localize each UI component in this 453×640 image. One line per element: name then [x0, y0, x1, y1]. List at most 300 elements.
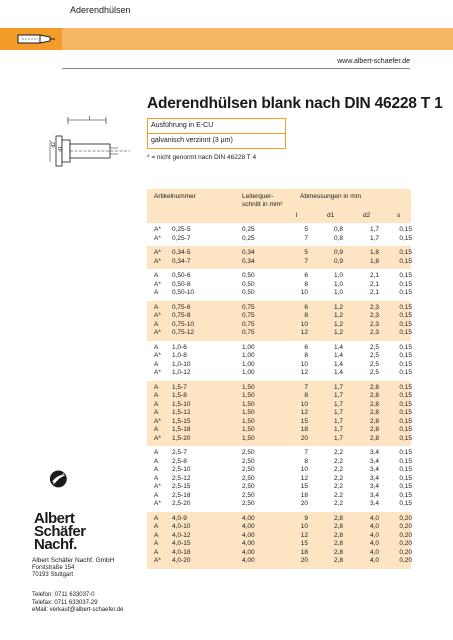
table-cell: A* — [154, 249, 161, 256]
divider — [62, 68, 410, 69]
logo-line: Albert — [34, 510, 75, 527]
table-cell: A* — [154, 280, 161, 288]
table-cell: 2,50 — [242, 491, 255, 499]
table-cell: 12 — [300, 474, 308, 482]
table-cell: 2,50 — [242, 474, 255, 482]
company-fax: Telefax: 0711 633037-29 — [32, 599, 98, 606]
table-cell: 2,8 — [369, 383, 379, 391]
col-header-d1: d1 — [327, 212, 335, 219]
table-cell: 1,0 — [333, 272, 343, 279]
table-cell: 0,15 — [399, 400, 412, 408]
table-cell: 2,2 — [333, 457, 343, 465]
table-cell: A — [154, 383, 159, 391]
header-tab — [62, 28, 453, 50]
table-cell: 2,1 — [369, 272, 379, 279]
table-cell: 15 — [300, 483, 308, 490]
table-cell: 2,50 — [242, 457, 255, 465]
table-cell: 2,8 — [369, 417, 379, 425]
table-cell: 1,4 — [333, 369, 343, 376]
table-row — [147, 532, 411, 541]
table-cell: 4,00 — [242, 557, 255, 564]
table-cell: 0,8 — [333, 234, 343, 242]
table-row — [147, 409, 411, 418]
table-row — [147, 523, 411, 532]
table-cell: 10 — [300, 400, 308, 408]
table-cell: 1,00 — [242, 352, 255, 359]
table-cell: 1,00 — [242, 369, 255, 376]
table-cell: 18 — [300, 548, 308, 556]
table-row — [147, 435, 411, 444]
table-cell: 4,0-18 — [172, 548, 191, 556]
table-row — [147, 289, 411, 298]
table-row — [147, 515, 411, 524]
col-header-abmessungen: Abmessungen in mm — [300, 193, 362, 200]
table-cell: 4,0 — [369, 523, 379, 530]
table-cell: 0,8 — [333, 226, 343, 233]
table-cell: 0,75-10 — [172, 320, 195, 328]
table-cell: 0,15 — [399, 409, 412, 416]
website-link[interactable]: www.albert-schaefer.de — [337, 58, 410, 65]
table-cell: 0,50 — [242, 272, 255, 279]
table-cell: 2,8 — [333, 531, 343, 539]
col-header-leiter-2: schnitt in mm² — [242, 201, 283, 208]
table-cell: 4,0-20 — [172, 557, 191, 564]
table-row — [147, 492, 411, 501]
table-cell: 2,5 — [369, 369, 379, 376]
table-cell: 2,2 — [333, 449, 343, 456]
table-cell: 3,4 — [369, 491, 379, 499]
table-row — [147, 258, 411, 267]
table-cell: 0,75 — [242, 303, 255, 311]
table-cell: 20 — [300, 434, 308, 442]
table-cell: 12 — [300, 369, 308, 376]
table-cell: 12 — [300, 409, 308, 416]
table-cell: 0,15 — [399, 329, 412, 336]
table-cell: 7 — [304, 234, 308, 242]
table-cell: 1,0-8 — [172, 352, 187, 359]
table-cell: 6 — [304, 343, 308, 351]
table-cell: 0,25-7 — [172, 234, 191, 242]
table-cell: 1,7 — [333, 409, 343, 416]
table-cell: 2,50 — [242, 500, 255, 507]
table-cell: 1,50 — [242, 426, 255, 433]
table-cell: 1,7 — [333, 383, 343, 391]
table-row-group — [147, 512, 411, 569]
table-cell: 1,4 — [333, 360, 343, 368]
table-cell: 12 — [300, 531, 308, 539]
table-cell: 2,5-18 — [172, 491, 191, 499]
company-logo-icon — [45, 470, 85, 510]
table-cell: 0,15 — [399, 272, 412, 279]
col-header-leiter: Leiterquer- — [242, 193, 274, 200]
table-cell: 4,0 — [369, 514, 379, 522]
table-cell: 2,5-12 — [172, 474, 191, 482]
table-cell: 0,15 — [399, 303, 412, 311]
table-cell: 3,4 — [369, 483, 379, 490]
company-name: Albert Schäfer Nachf. GmbH — [32, 557, 115, 564]
table-cell: A — [154, 457, 159, 465]
table-cell: 0,50 — [242, 289, 255, 296]
table-cell: 4,0-15 — [172, 540, 191, 547]
page-title: Aderendhülsen blank nach DIN 46228 T 1 — [147, 95, 443, 112]
table-cell: 4,0-12 — [172, 531, 191, 539]
table-cell: 0,15 — [399, 392, 412, 399]
table-cell: A — [154, 491, 159, 499]
table-cell: 1,0 — [333, 280, 343, 288]
table-cell: 4,0-10 — [172, 523, 191, 530]
table-cell: A — [154, 320, 159, 328]
header-title: Aderendhülsen — [70, 5, 131, 15]
table-cell: 2,8 — [333, 523, 343, 530]
table-cell: 1,4 — [333, 343, 343, 351]
cable-ferrule-icon — [16, 31, 56, 47]
table-cell: 0,50 — [242, 280, 255, 288]
table-cell: 3,4 — [369, 474, 379, 482]
company-logo-text — [34, 512, 86, 551]
table-cell: 0,20 — [399, 531, 412, 539]
table-cell: 0,25 — [242, 226, 255, 233]
table-cell: 2,8 — [369, 426, 379, 433]
company-contact — [32, 592, 123, 615]
table-cell: 2,8 — [333, 557, 343, 564]
table-cell: A* — [154, 500, 161, 507]
table-cell: A* — [154, 369, 161, 376]
table-row — [147, 361, 411, 370]
table-cell: 0,34-7 — [172, 257, 191, 265]
table-cell: 1,50 — [242, 417, 255, 425]
logo-line: Nachf. — [34, 536, 77, 553]
table-row-group — [147, 381, 411, 447]
table-row-group — [147, 341, 411, 381]
table-cell: 0,15 — [399, 369, 412, 376]
logo-line: Schäfer — [34, 523, 86, 540]
table-cell: A* — [154, 417, 161, 425]
table-row-group — [147, 446, 411, 512]
table-cell: A — [154, 343, 159, 351]
table-cell: 2,2 — [333, 500, 343, 507]
table-row-group — [147, 269, 411, 301]
col-header-d2: d2 — [363, 212, 371, 219]
table-cell: 3,4 — [369, 466, 379, 473]
table-cell: 0,9 — [333, 249, 343, 256]
table-row — [147, 369, 411, 378]
table-cell: 2,8 — [333, 540, 343, 547]
table-cell: 4,0 — [369, 548, 379, 556]
col-header-artikel: Artikelnummer — [154, 193, 196, 200]
table-cell: A — [154, 360, 159, 368]
table-row — [147, 304, 411, 313]
table-row — [147, 329, 411, 338]
table-cell: 2,8 — [369, 434, 379, 442]
table-cell: 4,00 — [242, 523, 255, 530]
table-cell: 1,7 — [369, 226, 379, 233]
table-row — [147, 418, 411, 427]
table-cell: 0,75-12 — [172, 329, 195, 336]
table-cell: 0,20 — [399, 540, 412, 547]
table-cell: A — [154, 514, 159, 522]
table-cell: 2,50 — [242, 466, 255, 473]
table-row — [147, 426, 411, 435]
table-cell: 0,20 — [399, 514, 412, 522]
table-cell: 6 — [304, 303, 308, 311]
table-row — [147, 557, 411, 566]
table-cell: 0,15 — [399, 483, 412, 490]
table-cell: A — [154, 426, 159, 433]
table-cell: 0,15 — [399, 466, 412, 473]
table-cell: 10 — [300, 523, 308, 530]
table-cell: 0,25-5 — [172, 226, 191, 233]
table-cell: 8 — [304, 280, 308, 288]
table-cell: 1,5-12 — [172, 409, 191, 416]
table-cell: 0,15 — [399, 343, 412, 351]
footnote: * = nicht genormt nach DIN 46228 T 4 — [147, 154, 257, 161]
table-cell: 0,15 — [399, 426, 412, 433]
table-cell: 0,34-5 — [172, 249, 191, 256]
table-cell: 10 — [300, 320, 308, 328]
table-cell: 1,50 — [242, 434, 255, 442]
table-cell: 2,8 — [369, 400, 379, 408]
table-cell: 1,2 — [333, 320, 343, 328]
table-cell: 0,15 — [399, 434, 412, 442]
table-cell: A — [154, 548, 159, 556]
table-row — [147, 540, 411, 549]
table-row — [147, 401, 411, 410]
table-row — [147, 352, 411, 361]
product-table — [147, 189, 411, 569]
table-cell: 0,15 — [399, 289, 412, 296]
table-row — [147, 458, 411, 467]
table-cell: 0,75-6 — [172, 303, 191, 311]
table-cell: 10 — [300, 289, 308, 296]
table-cell: 4,0 — [369, 531, 379, 539]
table-cell: A* — [154, 234, 161, 242]
table-cell: 0,15 — [399, 491, 412, 499]
table-cell: 2,5-15 — [172, 483, 191, 490]
table-cell: 18 — [300, 491, 308, 499]
table-cell: 5 — [304, 226, 308, 233]
table-cell: 0,15 — [399, 417, 412, 425]
table-cell: A — [154, 409, 159, 416]
table-cell: 20 — [300, 500, 308, 507]
table-cell: A* — [154, 257, 161, 265]
table-cell: 1,7 — [333, 392, 343, 399]
table-cell: 1,7 — [333, 434, 343, 442]
table-cell: A* — [154, 483, 161, 490]
table-cell: 12 — [300, 329, 308, 336]
diagram-label-d2: d2 — [51, 142, 57, 148]
table-row — [147, 321, 411, 330]
table-cell: 2,3 — [369, 303, 379, 311]
table-cell: 1,0-10 — [172, 360, 191, 368]
table-cell: 5 — [304, 249, 308, 256]
company-phone: Telefon: 0711 633037-0 — [32, 592, 95, 598]
table-cell: 0,15 — [399, 352, 412, 359]
table-cell: 2,2 — [333, 474, 343, 482]
table-cell: 3,4 — [369, 457, 379, 465]
table-cell: 0,75-8 — [172, 312, 191, 319]
table-cell: 3,4 — [369, 449, 379, 456]
table-cell: 2,1 — [369, 280, 379, 288]
table-cell: 1,5-10 — [172, 400, 191, 408]
table-cell: 6 — [304, 272, 308, 279]
table-cell: 1,7 — [333, 417, 343, 425]
table-row — [147, 249, 411, 258]
table-cell: 0,20 — [399, 523, 412, 530]
table-cell: 7 — [304, 383, 308, 391]
table-cell: 9 — [304, 514, 308, 522]
table-cell: 0,25 — [242, 234, 255, 242]
info-box — [147, 118, 286, 149]
table-cell: 2,5-10 — [172, 466, 191, 473]
company-address — [32, 557, 114, 580]
col-header-s: s — [397, 212, 401, 219]
table-row — [147, 384, 411, 393]
table-cell: 1,2 — [333, 303, 343, 311]
table-cell: A — [154, 466, 159, 473]
table-cell: 1,50 — [242, 383, 255, 391]
table-cell: 2,2 — [333, 483, 343, 490]
table-cell: 1,00 — [242, 343, 255, 351]
table-cell: 1,5-7 — [172, 383, 187, 391]
table-cell: 2,50 — [242, 483, 255, 490]
table-cell: 2,5-7 — [172, 449, 187, 456]
table-cell: 1,5-20 — [172, 434, 191, 442]
info-line: galvanisch verzinnt (3 µm) — [148, 133, 285, 148]
table-row-group — [147, 246, 411, 269]
table-header — [147, 189, 411, 223]
table-row — [147, 392, 411, 401]
table-cell: 1,2 — [333, 312, 343, 319]
table-cell: 0,50-6 — [172, 272, 191, 279]
table-cell: 1,5-18 — [172, 426, 191, 433]
table-cell: 8 — [304, 312, 308, 319]
table-cell: 0,20 — [399, 557, 412, 564]
table-cell: 0,34 — [242, 249, 255, 256]
table-cell: 2,5 — [369, 352, 379, 359]
table-cell: 1,00 — [242, 360, 255, 368]
table-cell: 2,3 — [369, 312, 379, 319]
table-cell: 1,5-15 — [172, 417, 191, 425]
table-row — [147, 500, 411, 509]
table-cell: 18 — [300, 426, 308, 433]
table-cell: 0,15 — [399, 500, 412, 507]
table-cell: 1,50 — [242, 409, 255, 416]
table-cell: 1,8 — [369, 249, 379, 256]
table-cell: 0,15 — [399, 312, 412, 319]
table-row — [147, 312, 411, 321]
table-cell: 2,3 — [369, 320, 379, 328]
diagram-label-d1: d1 — [58, 146, 64, 152]
table-cell: A — [154, 449, 159, 456]
table-cell: 1,4 — [333, 352, 343, 359]
table-cell: 15 — [300, 540, 308, 547]
table-cell: 4,00 — [242, 514, 255, 522]
table-cell: A — [154, 523, 159, 530]
table-cell: 15 — [300, 417, 308, 425]
table-row — [147, 344, 411, 353]
table-cell: 4,00 — [242, 540, 255, 547]
table-cell: 1,7 — [369, 234, 379, 242]
table-cell: 0,50-8 — [172, 280, 191, 288]
table-cell: 8 — [304, 457, 308, 465]
table-cell: 0,15 — [399, 257, 412, 265]
table-cell: 1,7 — [333, 400, 343, 408]
table-cell: A* — [154, 312, 161, 319]
table-cell: 2,8 — [333, 514, 343, 522]
table-row — [147, 549, 411, 558]
table-cell: A — [154, 303, 159, 311]
table-cell: 0,15 — [399, 280, 412, 288]
col-header-l: l — [296, 212, 298, 219]
table-cell: 4,0 — [369, 540, 379, 547]
table-cell: 7 — [304, 257, 308, 265]
table-cell: 2,8 — [333, 548, 343, 556]
table-cell: 0,50-10 — [172, 289, 195, 296]
company-city: 70193 Stuttgart — [32, 572, 74, 578]
table-cell: 4,0-9 — [172, 514, 187, 522]
table-row — [147, 272, 411, 281]
table-cell: 1,5-8 — [172, 392, 187, 399]
table-row — [147, 483, 411, 492]
table-cell: 20 — [300, 557, 308, 564]
table-cell: A — [154, 272, 159, 279]
table-cell: 1,50 — [242, 392, 255, 399]
table-cell: 0,9 — [333, 257, 343, 265]
table-cell: 8 — [304, 392, 308, 399]
table-row — [147, 235, 411, 244]
table-cell: A — [154, 540, 159, 547]
table-cell: 7 — [304, 449, 308, 456]
ferrule-diagram — [48, 114, 138, 170]
table-cell: A — [154, 392, 159, 399]
info-line: Ausführung in E-CU — [151, 122, 214, 129]
table-cell: 0,75 — [242, 320, 255, 328]
table-cell: 10 — [300, 466, 308, 473]
table-cell: 2,8 — [369, 392, 379, 399]
table-cell: 0,75 — [242, 329, 255, 336]
table-cell: 2,8 — [369, 409, 379, 416]
table-cell: 2,50 — [242, 449, 255, 456]
table-cell: 1,0 — [333, 289, 343, 296]
table-cell: 0,15 — [399, 457, 412, 465]
table-row — [147, 281, 411, 290]
table-cell: 2,1 — [369, 289, 379, 296]
table-row-group — [147, 223, 411, 246]
table-row — [147, 449, 411, 458]
table-cell: 2,5-20 — [172, 500, 191, 507]
company-email[interactable]: eMail: verkauf@albert-schaefer.de — [32, 607, 124, 613]
table-cell: 4,00 — [242, 548, 255, 556]
table-cell: A — [154, 531, 159, 539]
table-cell: A — [154, 289, 159, 296]
table-cell: 1,50 — [242, 400, 255, 408]
table-cell: 1,0-12 — [172, 369, 191, 376]
table-cell: 1,0-6 — [172, 343, 187, 351]
table-cell: A* — [154, 329, 161, 336]
table-cell: 1,7 — [333, 426, 343, 433]
table-cell: 0,15 — [399, 226, 412, 233]
table-cell: A — [154, 474, 159, 482]
table-cell: 2,5 — [369, 360, 379, 368]
table-cell: 0,75 — [242, 312, 255, 319]
table-cell: 1,2 — [333, 329, 343, 336]
table-cell: 0,15 — [399, 474, 412, 482]
table-body — [147, 223, 411, 569]
table-cell: 0,34 — [242, 257, 255, 265]
table-cell: 8 — [304, 352, 308, 359]
diagram-label-l: l — [89, 116, 91, 122]
table-row — [147, 466, 411, 475]
